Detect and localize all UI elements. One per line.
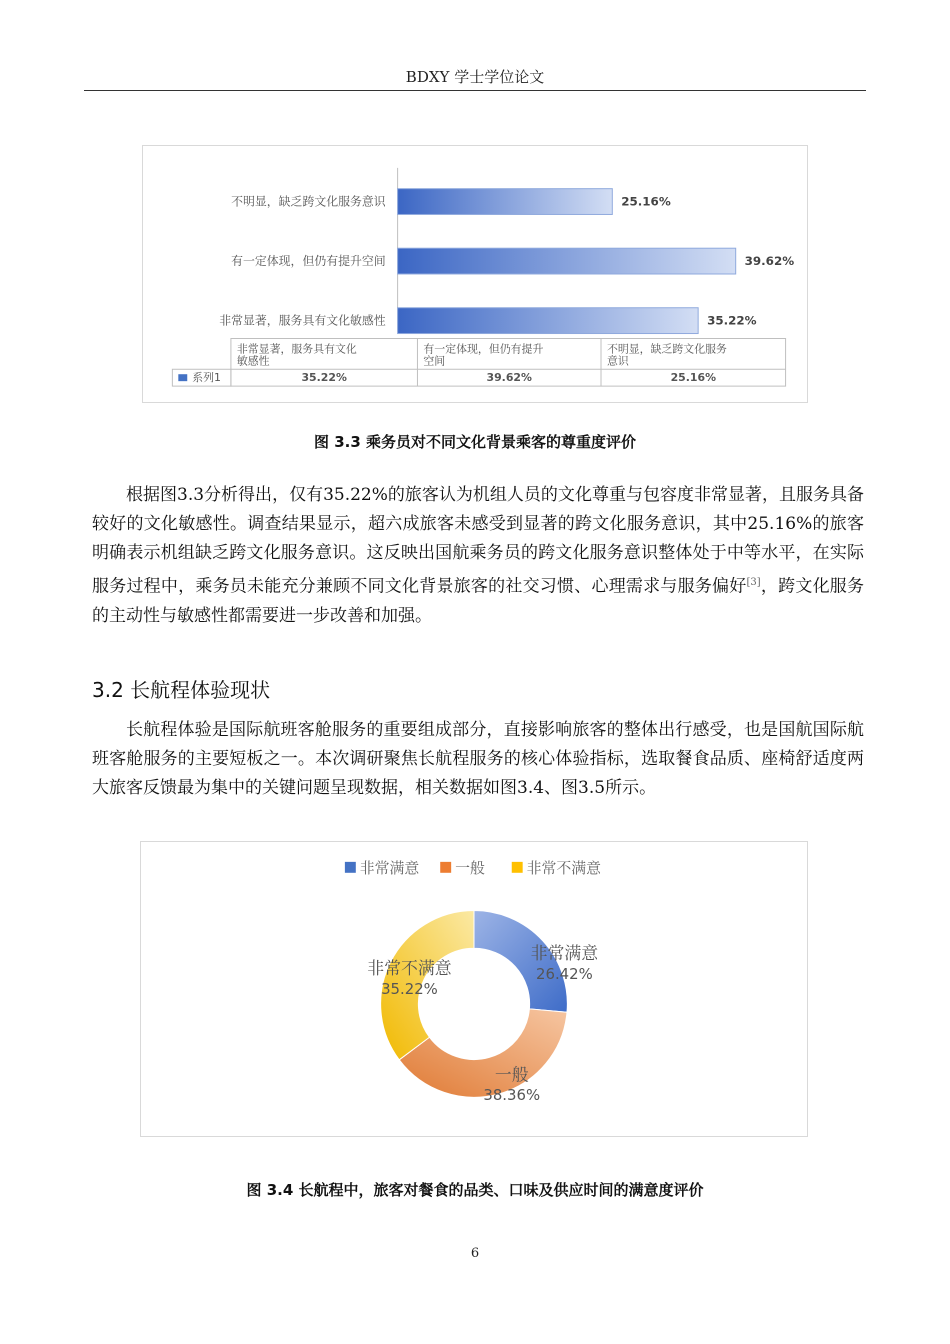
series-legend-label: 系列1	[192, 371, 221, 385]
bar	[398, 248, 736, 274]
bar-category-label: 非常显著，服务具有文化敏感性	[219, 313, 386, 328]
paragraph-long-haul-text: 长航程体验是国际航班客舱服务的重要组成部分，直接影响旅客的整体出行感受，也是国航国际航班客舱服务的主要短板之一。本次调研聚焦长航程服务的核心体验指标，选取餐食品质、座椅舒适度两大旅客反馈最为集中的关键问题呈现数据，相关数据如图3.4、图3.5所示。	[92, 720, 864, 798]
bar-category-label: 不明显，缺乏跨文化服务意识	[231, 194, 386, 209]
bar-data-label: 35.22%	[707, 313, 757, 328]
paragraph-long-haul	[92, 716, 864, 803]
slice-value-label: 35.22%	[381, 979, 438, 998]
donut-slice	[399, 1009, 567, 1097]
slice-value-label: 38.36%	[483, 1086, 541, 1105]
header-rule	[84, 90, 866, 91]
bar-data-label: 39.62%	[744, 254, 795, 269]
slice-value-label: 26.42%	[536, 965, 593, 984]
bar	[398, 308, 699, 334]
page-number: 6	[470, 1246, 480, 1261]
series-legend-swatch	[178, 374, 187, 381]
respect-bar-chart	[142, 145, 808, 403]
table-header-cell: 不明显，缺乏跨文化服务意识	[606, 342, 727, 368]
bar-category-label: 有一定体现，但仍有提升空间	[231, 254, 386, 269]
legend-swatch	[345, 862, 356, 873]
table-value-cell: 39.62%	[486, 371, 532, 385]
slice-name-label: 非常不满意	[367, 958, 452, 979]
bar-data-label: 25.16%	[621, 194, 671, 209]
table-value-cell: 25.16%	[670, 371, 717, 385]
paragraph-analysis	[92, 481, 864, 631]
table-value-cell: 35.22%	[301, 371, 347, 385]
legend-swatch	[440, 862, 451, 873]
citation-ref[interactable]: [3]	[746, 577, 761, 588]
legend-swatch	[512, 862, 523, 873]
section-title: 3.2 长航程体验现状	[92, 678, 271, 702]
slice-name-label: 一般	[494, 1064, 529, 1085]
page-header: BDXY 学士学位论文	[405, 68, 545, 86]
table-header-cell: 非常显著，服务具有文化敏感性	[236, 342, 357, 368]
paragraph-analysis-text: 根据图3.3分析得出，仅有35.22%的旅客认为机组人员的文化尊重与包容度非常显著，且服务具备较好的文化敏感性。调查结果显示，超六成旅客未感受到显著的跨文化服务意识，其中25.16%的旅客明确表示机组缺乏跨文化服务意识。这反映出国航乘务员的跨文化服务意识整体处于中等水平，在实际服务过程中，乘务员未能充分兼顾不同文化背景旅客的社交习惯、心理需求与服务偏好	[92, 485, 864, 597]
figure-3-4-caption: 图 3.4 长航程中，旅客对餐食的品类、口味及供应时间的满意度评价	[246, 1181, 704, 1199]
legend-label: 非常满意	[359, 858, 420, 877]
slice-name-label: 非常满意	[530, 943, 599, 964]
figure-3-3-caption: 图 3.3 乘务员对不同文化背景乘客的尊重度评价	[313, 433, 637, 451]
bar	[398, 189, 613, 215]
paragraph-analysis-end: ，跨文化服务的主动性与敏感性都需要进一步改善和加强。	[92, 576, 865, 626]
legend-label: 一般	[455, 858, 485, 877]
legend-label: 非常不满意	[526, 858, 602, 877]
meal-satisfaction-donut-chart	[140, 841, 808, 1137]
table-header-cell: 有一定体现，但仍有提升空间	[423, 342, 544, 368]
